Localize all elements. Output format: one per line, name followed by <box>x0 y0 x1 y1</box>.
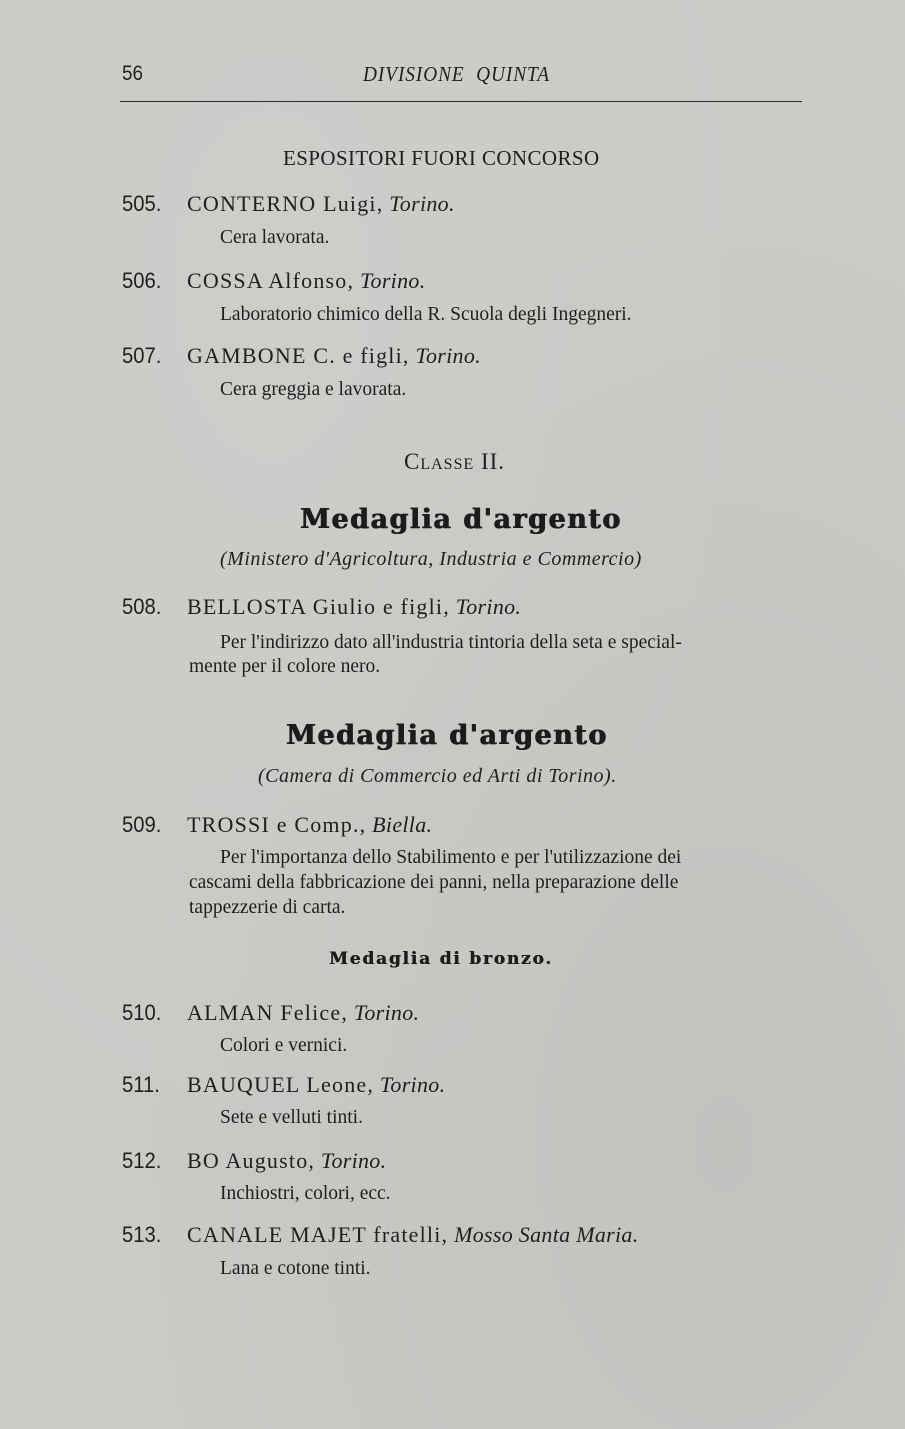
entry-name <box>187 343 481 369</box>
entry-name <box>187 594 521 620</box>
exhibitor-place: Torino. <box>320 1148 387 1173</box>
running-head <box>122 62 800 92</box>
medal-awarder: (Camera di Commercio ed Arti di Torino). <box>258 765 617 787</box>
exhibitor-name: BO Augusto, <box>187 1148 316 1173</box>
exhibitor-name: BELLOSTA Giulio e figli, <box>187 594 450 619</box>
entry-name <box>187 268 426 294</box>
page-number: 56 <box>122 62 144 85</box>
entry-description-line: tappezzerie di carta. <box>189 897 346 918</box>
entry-name <box>187 1148 386 1174</box>
exhibitor-name: CANALE MAJET fratelli, <box>187 1222 449 1247</box>
medal-heading: Medaglia d'argento <box>286 720 608 751</box>
entry-description: Lana e cotone tinti. <box>220 1258 371 1279</box>
exhibitor-place: Torino. <box>455 594 522 619</box>
class-heading: Classe II. <box>404 449 506 474</box>
exhibitor-place: Torino. <box>360 268 426 293</box>
entry-description: Sete e velluti tinti. <box>220 1107 363 1128</box>
medal-awarder: (Ministero d'Agricoltura, Industria e Commercio) <box>220 548 642 570</box>
exhibitor-name: TROSSI e Comp., <box>187 812 367 837</box>
entry-number: 511. <box>122 1072 160 1097</box>
exhibitor-place: Torino. <box>389 191 455 216</box>
exhibitor-name: CONTERNO Luigi, <box>187 191 384 216</box>
medal-heading: Medaglia di bronzo. <box>329 949 553 969</box>
section-title: DIVISIONE QUINTA <box>363 62 551 86</box>
entry-description: Cera lavorata. <box>220 227 330 248</box>
entry-number: 507. <box>122 343 162 368</box>
entry-name <box>187 1072 445 1098</box>
exhibitor-place: Torino. <box>353 1000 420 1025</box>
entry-description: Cera greggia e lavorata. <box>220 379 407 400</box>
header-rule <box>120 101 802 102</box>
entry-description-line: Per l'importanza dello Stabilimento e per l'utilizzazione dei <box>220 847 682 868</box>
entry-name <box>187 1222 639 1248</box>
exhibitor-name: COSSA Alfonso, <box>187 268 355 293</box>
entry-number: 510. <box>122 1000 162 1025</box>
entry-number: 512. <box>122 1148 162 1173</box>
entry-description: Inchiostri, colori, ecc. <box>220 1183 391 1204</box>
entry-number: 506. <box>122 268 162 293</box>
entry-number: 505. <box>122 191 162 216</box>
entry-name <box>187 1000 419 1026</box>
entry-description-line: mente per il colore nero. <box>189 656 381 677</box>
entry-number: 509. <box>122 812 162 837</box>
exhibitor-name: GAMBONE C. e figli, <box>187 343 410 368</box>
exhibitor-name: BAUQUEL Leone, <box>187 1072 375 1097</box>
exhibitor-place: Mosso Santa Maria. <box>454 1222 639 1247</box>
entry-description: Colori e vernici. <box>220 1035 348 1056</box>
exhibitor-place: Torino. <box>379 1072 446 1097</box>
entry-description-line: cascami della fabbricazione dei panni, nella preparazione delle <box>189 872 679 893</box>
medal-heading: Medaglia d'argento <box>300 504 622 535</box>
entry-description: Laboratorio chimico della R. Scuola degli Ingegneri. <box>220 304 632 325</box>
entry-name <box>187 812 432 838</box>
entry-number: 513. <box>122 1222 162 1247</box>
entry-description-line: Per l'indirizzo dato all'industria tintoria della seta e special- <box>220 632 682 653</box>
exhibitor-name: ALMAN Felice, <box>187 1000 349 1025</box>
heading-expositors: ESPOSITORI FUORI CONCORSO <box>283 146 600 170</box>
exhibitor-place: Biella. <box>372 812 433 837</box>
entry-name <box>187 191 455 217</box>
entry-number: 508. <box>122 594 162 619</box>
exhibitor-place: Torino. <box>415 343 481 368</box>
